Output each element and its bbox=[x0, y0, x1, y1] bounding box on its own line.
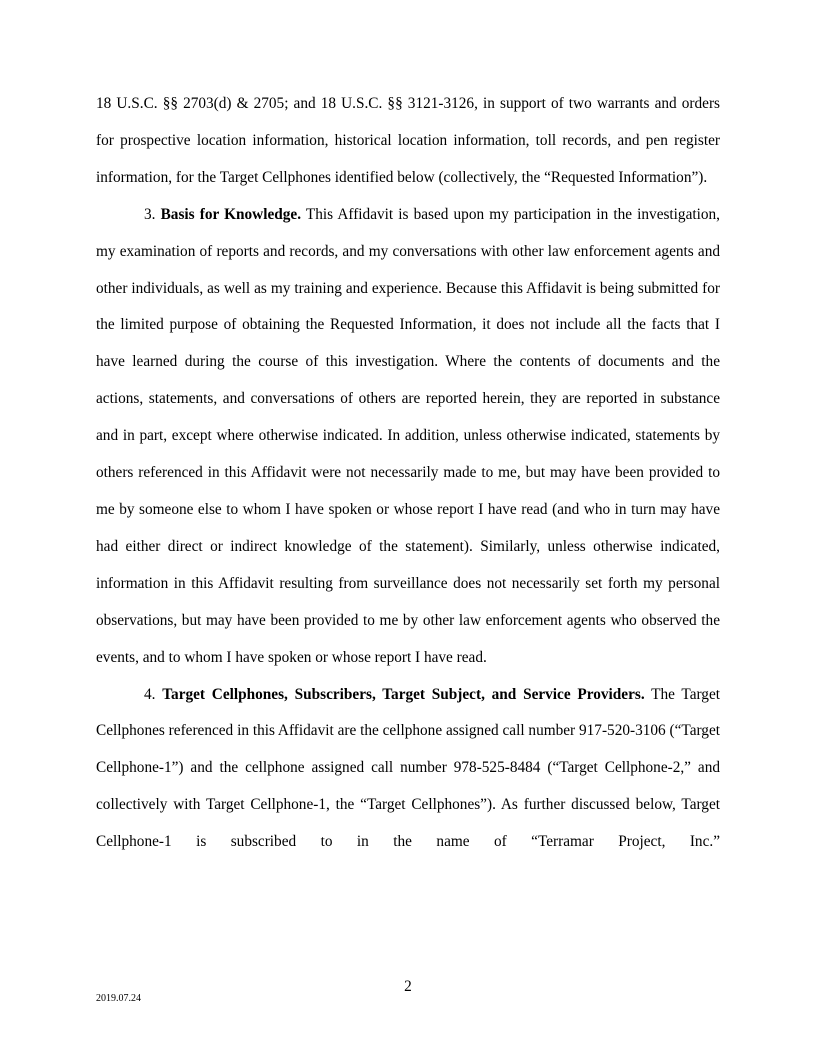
paragraph-text: The Target Cellphones referenced in this Affidavit are the cellphone assigned call number 917-520-3106 (“Target Cellphone-1”) and the cellphone assigned call number 978-525-8484 (“Target Cellphone-2,” and collectively with Target Cellphone-1, the “Target Cellphones”). As further discussed below, Target Cellphone-1 is subscribed to in the name of “Terramar Project, Inc.” bbox=[96, 685, 720, 851]
paragraph-text: This Affidavit is based upon my participation in the investigation, my examination of reports and records, and my conversations with other law enforcement agents and other individuals, as well as my training and experience. Because this Affidavit is being submitted for the limited purpose of obtaining the Requested Information, it does not include all the facts that I have learned during the course of this investigation. Where the contents of documents and the actions, statements, and conversations of others are reported herein, they are reported in substance and in part, except where otherwise indicated. In addition, unless otherwise indicated, statements by others referenced in this Affidavit were not necessarily made to me, but may have been provided to me by someone else to whom I have spoken or whose report I have read (and who in turn may have had either direct or indirect knowledge of the statement). Similarly, unless otherwise indicated, information in this Affidavit resulting from surveillance does not necessarily set forth my personal observations, but may have been provided to me by other law enforcement agents who observed the events, and to whom I have spoken or whose report I have read. bbox=[96, 205, 720, 666]
paragraph-heading: Basis for Knowledge. bbox=[160, 205, 302, 223]
paragraph-number: 4. bbox=[144, 685, 156, 703]
paragraph-target-cellphones bbox=[96, 677, 720, 862]
paragraph-continuation bbox=[96, 86, 720, 197]
page-number: 2 bbox=[404, 978, 412, 995]
paragraph-number: 3. bbox=[144, 205, 156, 223]
paragraph-text: 18 U.S.C. §§ 2703(d) & 2705; and 18 U.S.C. §§ 3121-3126, in support of two warrants and orders for prospective location information, historical location information, toll records, and pen register information, for the Target Cellphones identified below (collectively, the “Requested Information”). bbox=[96, 95, 720, 186]
paragraph-basis-for-knowledge bbox=[96, 197, 720, 677]
footer-date: 2019.07.24 bbox=[96, 993, 141, 1004]
document-body bbox=[96, 86, 720, 861]
paragraph-heading: Target Cellphones, Subscribers, Target Subject, and Service Providers. bbox=[162, 685, 645, 703]
